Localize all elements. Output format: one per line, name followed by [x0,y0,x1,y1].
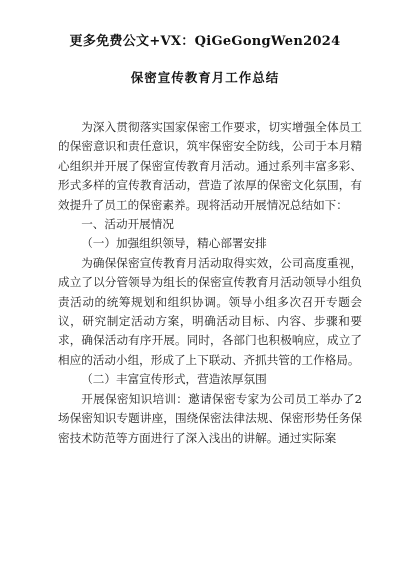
document-body [58,118,362,448]
document-title: 保密宣传教育月工作总结 [130,70,280,85]
subsection-heading: （一）加强组织领导，精心部署安排 [81,236,267,251]
subsection-paragraph: 开展保密知识培训：邀请保密专家为公司员工举办了2场保密知识专题讲座，围绕保密法律法规、保密形势任务保密技术防范等方面进行了深入浅出的讲解。通过实际案 [58,391,362,445]
section-heading: 一、活动开展情况 [81,217,174,232]
subsection-heading: （二）丰富宣传形式，营造浓厚氛围 [81,372,267,387]
subsection-paragraph: 为确保保密宣传教育月活动取得实效，公司高度重视，成立了以分管领导为组长的保密宣传教育月活动领导小组负责活动的统筹规划和组织协调。领导小组多次召开专题会议，研究制定活动方案，明确活动目标、内容、步骤和要求，确保活动有序开展。同时，各部门也积极响应，成立了相应的活动小组，形成了上下联动、齐抓共管的工作格局。 [58,255,362,367]
intro-paragraph: 为深入贯彻落实国家保密工作要求，切实增强全体员工的保密意识和责任意识，筑牢保密安全防线，公司于本月精心组织并开展了保密宣传教育月活动。通过系列丰富多彩、形式多样的宣传教育活动，营造了浓厚的保密文化氛围，有效提升了员工的保密素养。现将活动开展情况总结如下： [58,120,362,212]
promo-banner: 更多免费公文+VX：QiGeGongWen2024 [69,34,341,49]
